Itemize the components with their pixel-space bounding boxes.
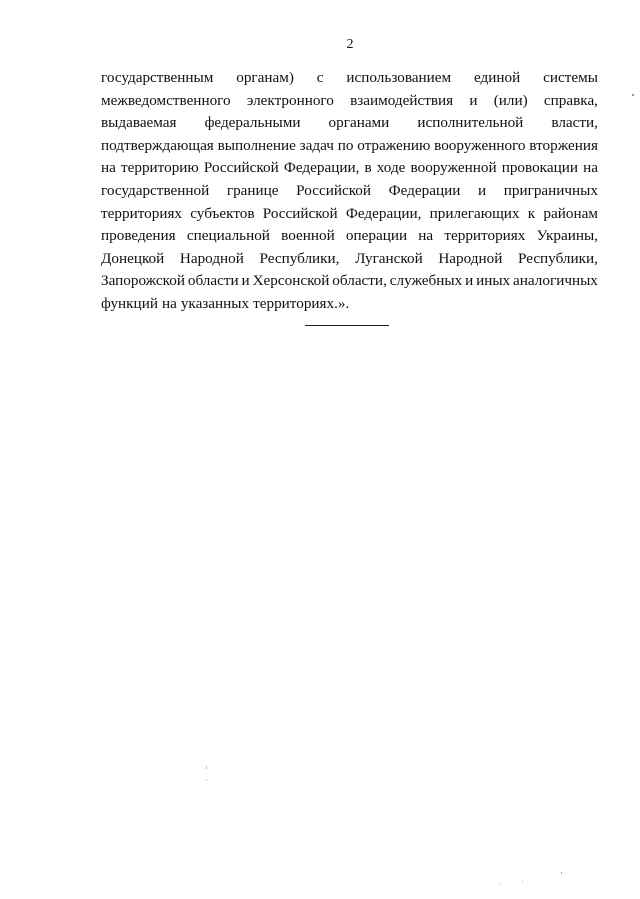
word: приграничных <box>503 181 598 199</box>
word: вторжения <box>529 136 598 154</box>
end-of-text-rule <box>305 325 389 326</box>
text-line <box>101 90 598 113</box>
word: органам) <box>236 69 294 86</box>
word: Российской <box>203 159 279 177</box>
word: Украины, <box>536 227 598 245</box>
word: Республики, <box>259 249 340 267</box>
text-line <box>101 293 598 316</box>
word: области, <box>332 272 387 290</box>
word: прилегающих <box>429 204 520 222</box>
scan-speck <box>522 881 523 882</box>
word: Народной <box>438 249 503 267</box>
word: территориях <box>444 227 526 245</box>
word: выполнение <box>217 136 296 154</box>
word: территориях.». <box>253 294 350 312</box>
word: выдаваемая <box>101 114 177 132</box>
word: справка, <box>543 91 598 109</box>
document-body-text <box>101 67 598 316</box>
word: операции <box>345 227 408 245</box>
word: границе <box>226 181 279 199</box>
word: и <box>469 91 478 109</box>
word: Республики, <box>517 249 598 267</box>
word: субъектов <box>190 204 255 222</box>
word: межведомственного <box>101 91 231 109</box>
word: (или) <box>493 91 528 109</box>
word: территорию <box>120 159 199 177</box>
word: Донецкой <box>101 249 165 267</box>
word: военной <box>281 227 335 245</box>
word: Российской <box>296 181 372 199</box>
scan-speck <box>561 872 562 874</box>
word: задач <box>299 136 334 154</box>
word: использованием <box>346 69 452 86</box>
word: органами <box>328 114 390 132</box>
word: территориях <box>101 204 183 222</box>
word: служебных <box>389 272 463 290</box>
text-line <box>101 180 598 203</box>
word: Федерации <box>388 181 461 199</box>
word: по <box>337 136 354 154</box>
scan-speck <box>500 884 501 885</box>
text-line <box>101 157 598 180</box>
word: власти, <box>551 114 598 132</box>
text-line <box>101 203 598 226</box>
word: с <box>316 69 324 86</box>
word: аналогичных <box>513 272 598 290</box>
word: Федерации, <box>345 204 422 222</box>
word: и <box>241 272 250 290</box>
word: проведения <box>101 227 176 245</box>
word: единой <box>474 69 521 86</box>
text-line <box>101 135 598 158</box>
page-number: 2 <box>346 37 354 52</box>
text-line <box>101 270 598 293</box>
word: области <box>187 272 239 290</box>
scan-speck <box>206 766 207 769</box>
word: указанных <box>180 294 250 312</box>
text-line <box>101 248 598 271</box>
word: вооруженной <box>410 159 497 177</box>
word: специальной <box>186 227 270 245</box>
word: исполнительной <box>417 114 524 132</box>
text-line <box>101 67 598 90</box>
word: на <box>161 294 177 312</box>
word: электронного <box>246 91 334 109</box>
word: государственной <box>101 181 210 199</box>
word: иных <box>476 272 511 290</box>
word: и <box>477 181 487 199</box>
text-line <box>101 225 598 248</box>
word: на <box>101 159 116 177</box>
word: подтверждающая <box>101 136 214 154</box>
text-line <box>101 112 598 135</box>
word: на <box>418 227 434 245</box>
word: Луганской <box>355 249 423 267</box>
word: районам <box>543 204 598 222</box>
word: взаимодействия <box>350 91 454 109</box>
word: Федерации, <box>283 159 360 177</box>
word: функций <box>101 294 158 312</box>
word: Запорожской <box>101 272 185 290</box>
word: системы <box>543 69 598 86</box>
word: к <box>527 204 536 222</box>
word: Херсонской <box>252 272 330 290</box>
word: государственным <box>101 69 214 86</box>
word: Российской <box>262 204 338 222</box>
word: провокации <box>501 159 578 177</box>
word: в <box>364 159 372 177</box>
word: отражению <box>357 136 431 154</box>
word: федеральными <box>204 114 301 132</box>
scan-speck <box>206 779 207 781</box>
word: и <box>465 272 474 290</box>
word: на <box>583 159 598 177</box>
word: вооруженного <box>434 136 526 154</box>
scan-speck <box>632 94 634 96</box>
word: ходе <box>376 159 406 177</box>
word: Народной <box>179 249 244 267</box>
